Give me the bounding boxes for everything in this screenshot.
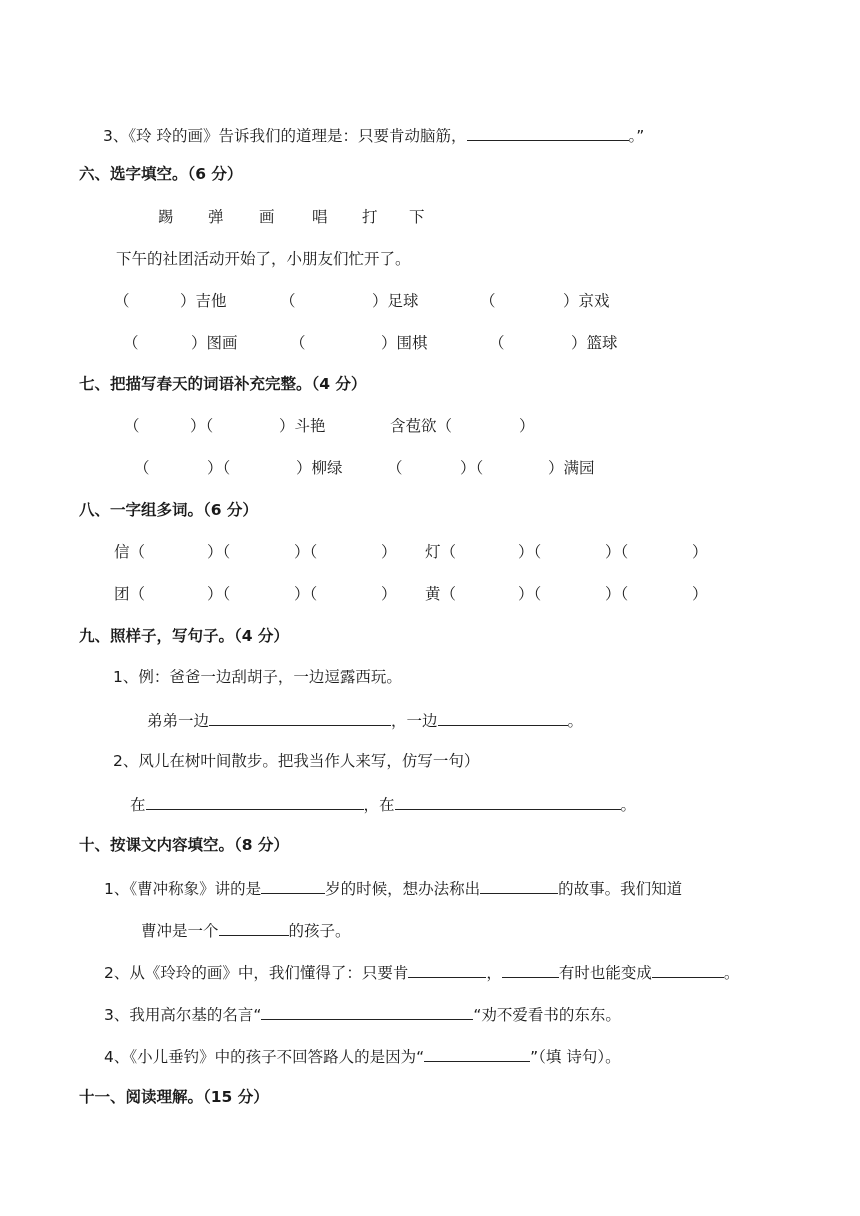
paren-open: （	[114, 292, 130, 310]
answer-blank[interactable]	[395, 792, 621, 810]
answer-blank[interactable]	[438, 708, 568, 726]
q9-1-example: 1、例：爸爸一边刮胡子，一边逗露西玩。	[113, 668, 402, 686]
paren-close: ）	[692, 543, 708, 561]
paren-open: （	[480, 292, 496, 310]
word-item[interactable]: 团（	[114, 585, 146, 603]
paren-pair[interactable]: ）（	[460, 459, 484, 477]
paren-close: ）	[519, 417, 535, 435]
section-7-title: 七、把描写春天的词语补充完整。（4 分）	[79, 375, 367, 393]
section-8-title: 八、一字组多词。（6 分）	[79, 501, 258, 519]
q10-2-b: ，	[486, 964, 502, 982]
paren-pair[interactable]: ）（	[207, 543, 231, 561]
paren-pair[interactable]: ）（	[207, 585, 231, 603]
paren-open: （	[387, 459, 403, 477]
fill-item[interactable]: 含苞欲（	[390, 417, 453, 435]
q10-3-b: “劝不爱看书的东东。	[473, 1006, 621, 1024]
section-11-title: 十一、阅读理解。（15 分）	[79, 1088, 269, 1106]
q9-1-a: 弟弟一边	[147, 712, 210, 730]
paren-pair[interactable]: ）（	[605, 585, 629, 603]
q10-2-a: 2、从《玲玲的画》中，我们懂得了：只要肯	[104, 964, 409, 982]
paren-pair[interactable]: ）（	[207, 459, 231, 477]
word-item[interactable]: 灯（	[425, 543, 457, 561]
fill-item[interactable]: ）篮球	[571, 334, 618, 352]
paren-close: ）	[381, 585, 397, 603]
answer-blank[interactable]	[480, 876, 558, 894]
paren-pair[interactable]: ）（	[605, 543, 629, 561]
paren-pair[interactable]: ）（	[518, 543, 542, 561]
answer-blank[interactable]	[467, 123, 629, 141]
q10-1-b: 岁的时候，想办法称出	[325, 880, 481, 898]
paren-open: （	[280, 292, 296, 310]
q10-4-a: 4、《小儿垂钓》中的孩子不回答路人的是因为“	[104, 1048, 425, 1066]
fill-item[interactable]: ）足球	[372, 292, 419, 310]
word-item[interactable]: 信（	[114, 543, 146, 561]
q10-2-line	[104, 960, 739, 984]
fill-item[interactable]: ）柳绿	[296, 459, 343, 477]
answer-blank[interactable]	[219, 918, 289, 936]
fill-item[interactable]: ）满园	[548, 459, 595, 477]
paren-open: （	[123, 334, 139, 352]
paren-pair[interactable]: ）（	[294, 585, 318, 603]
q10-1-d: 曹冲是一个	[141, 922, 219, 940]
q9-1-b: ，一边	[391, 712, 438, 730]
q5-3-text: 3、《玲 玲的画》告诉我们的道理是：只要肯动脑筋，	[103, 127, 467, 145]
fill-item[interactable]: ）京戏	[563, 292, 610, 310]
answer-blank[interactable]	[424, 1044, 530, 1062]
paren-pair[interactable]: ）（	[294, 543, 318, 561]
answer-blank[interactable]	[408, 960, 486, 978]
q9-2-a: 在	[130, 796, 146, 814]
paren-close: ）	[692, 585, 708, 603]
section-6-intro: 下午的社团活动开始了，小朋友们忙开了。	[116, 250, 411, 268]
q10-3-a: 3、我用高尔基的名言“	[104, 1006, 262, 1024]
section-6-title: 六、选字填空。（6 分）	[79, 165, 243, 183]
section-10-title: 十、按课文内容填空。（8 分）	[79, 836, 289, 854]
q10-1-line	[104, 876, 682, 900]
char-option: 画	[259, 208, 275, 226]
char-option: 唱	[312, 208, 328, 226]
word-item[interactable]: 黄（	[425, 585, 457, 603]
answer-blank[interactable]	[209, 708, 391, 726]
q9-2-answer-line	[130, 792, 636, 816]
paren-open: （	[134, 459, 150, 477]
q10-1-c: 的故事。我们知道	[558, 880, 683, 898]
q10-1-line2	[141, 918, 351, 942]
answer-blank[interactable]	[261, 1002, 473, 1020]
q9-2-c: 。	[620, 796, 637, 814]
q10-1-e: 的孩子。	[288, 922, 351, 940]
q5-3-line	[103, 123, 644, 147]
char-option: 弹	[208, 208, 224, 226]
q9-2-b: ，在	[363, 796, 395, 814]
paren-open: （	[290, 334, 306, 352]
char-option: 踢	[158, 208, 174, 226]
fill-item[interactable]: ）吉他	[180, 292, 227, 310]
answer-blank[interactable]	[146, 792, 364, 810]
q10-2-c: 有时也能变成	[558, 964, 652, 982]
paren-open: （	[124, 417, 140, 435]
paren-open: （	[489, 334, 505, 352]
section-9-title: 九、照样子，写句子。（4 分）	[79, 627, 289, 645]
answer-blank[interactable]	[502, 960, 559, 978]
fill-item[interactable]: ）图画	[191, 334, 238, 352]
paren-pair[interactable]: ）（	[190, 417, 214, 435]
paren-pair[interactable]: ）（	[518, 585, 542, 603]
q9-2-prompt: 2、风儿在树叶间散步。把我当作人来写，仿写一句）	[113, 752, 480, 770]
char-option: 打	[362, 208, 378, 226]
q10-3-line	[104, 1002, 621, 1026]
answer-blank[interactable]	[261, 876, 325, 894]
answer-blank[interactable]	[652, 960, 724, 978]
q10-2-d: 。	[723, 964, 740, 982]
fill-item[interactable]: ）斗艳	[279, 417, 326, 435]
char-option: 下	[409, 208, 425, 226]
q10-4-b: ”（填 诗句）。	[530, 1048, 621, 1066]
q9-1-answer-line	[147, 708, 583, 732]
q9-1-c: 。	[567, 712, 584, 730]
paren-close: ）	[381, 543, 397, 561]
q10-4-line	[104, 1044, 621, 1068]
q10-1-a: 1、《曹冲称象》讲的是	[104, 880, 262, 898]
q5-3-end: 。”	[628, 127, 645, 145]
fill-item[interactable]: ）围棋	[381, 334, 428, 352]
